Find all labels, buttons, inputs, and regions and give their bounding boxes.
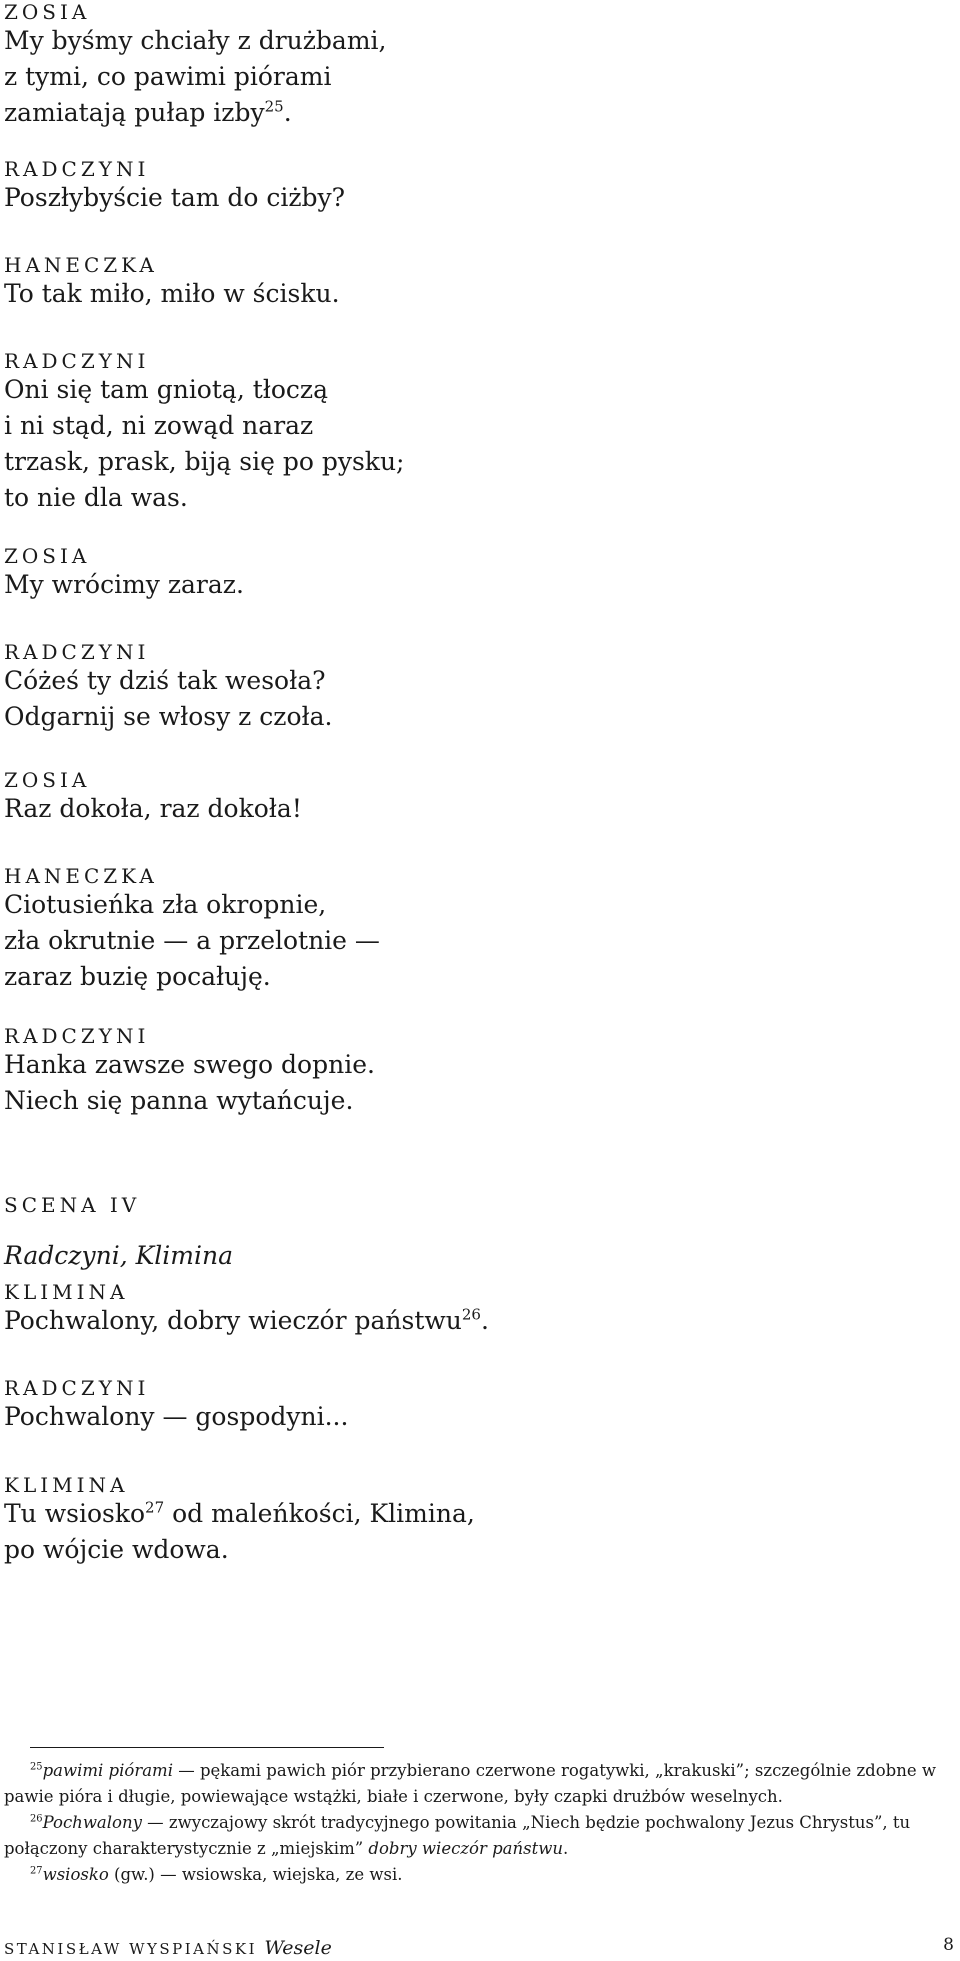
verse-line: z tymi, co pawimi piórami — [4, 62, 332, 91]
verse-line: Poszłybyście tam do ciżby? — [4, 183, 346, 212]
footnote-text: — pękami pawich piór przybierano czerwone rogatywki, „krakuski”; szczególnie zdobne w pawie pióra i długie, powiewające wstążki, białe i czerwone, były czapki drużbów weselnych. — [4, 1761, 936, 1806]
speaker-name: HANECZKA — [4, 864, 158, 888]
verse-line: zła okrutnie — a przelotnie — — [4, 926, 380, 955]
footnote-text: (gw.) — wsiowska, wiejska, ze wsi. — [108, 1865, 403, 1884]
verse-line — [4, 95, 944, 131]
verse-line — [4, 1303, 944, 1339]
page-footer — [4, 1937, 954, 1961]
verse-line: Odgarnij se włosy z czoła. — [4, 702, 333, 731]
stage-direction: Radczyni, Klimina — [4, 1241, 233, 1270]
footnote-number: 25 — [30, 1761, 43, 1773]
speaker-name: RADCZYNI — [4, 1024, 150, 1048]
verse-punct: . — [480, 1306, 489, 1335]
verse-line: Oni się tam gniotą, tłoczą — [4, 375, 328, 404]
dialogue-block — [4, 350, 944, 516]
verse-line — [4, 1496, 944, 1532]
footnote-ref[interactable]: 26 — [461, 1305, 481, 1324]
footnote-text: — zwyczajowy skrót tradycyjnego powitania „Niech będzie pochwalony Jezus Chrystus”, tu połączony charakterystycznie z „miejskim” — [4, 1813, 911, 1858]
dialogue-block — [4, 158, 944, 216]
dialogue-block — [4, 641, 944, 735]
footnote-ref[interactable]: 25 — [264, 97, 284, 116]
dialogue-block — [4, 1281, 944, 1339]
verse-line: trzask, prask, biją się po pysku; — [4, 447, 405, 476]
verse-line: My wrócimy zaraz. — [4, 570, 244, 599]
verse-line: Raz dokoła, raz dokoła! — [4, 794, 302, 823]
verse-line: Pochwalony — gospodyni... — [4, 1402, 349, 1431]
dialogue-block — [4, 1474, 944, 1568]
dialogue-block — [4, 1, 944, 131]
speaker-name: ZOSIA — [4, 0, 91, 24]
verse-text: od maleńkości, Klimina, — [164, 1499, 475, 1528]
footnote-separator — [30, 1747, 384, 1748]
footnotes — [4, 1758, 954, 1888]
speaker-name: HANECZKA — [4, 253, 158, 277]
verse-line: to nie dla was. — [4, 483, 188, 512]
verse-line: My byśmy chciały z drużbami, — [4, 26, 387, 55]
speaker-name: ZOSIA — [4, 544, 91, 568]
verse-line: i ni stąd, ni zowąd naraz — [4, 411, 314, 440]
verse-text: zamiatają pułap izby — [4, 98, 265, 127]
footer-work-title: Wesele — [264, 1937, 332, 1959]
footnote — [4, 1758, 954, 1810]
footnote-number: 27 — [30, 1865, 43, 1877]
verse-line: po wójcie wdowa. — [4, 1535, 229, 1564]
page-number: 8 — [943, 1935, 954, 1955]
stage-direction-block — [4, 1238, 944, 1274]
verse-text: Pochwalony, dobry wieczór państwu — [4, 1306, 462, 1335]
verse-text: Tu wsiosko — [4, 1499, 146, 1528]
footnote-term: pawimi piórami — [42, 1761, 173, 1780]
scene-heading — [4, 1194, 944, 1216]
dialogue-block — [4, 1025, 944, 1119]
verse-line: Ciotusieńka zła okropnie, — [4, 890, 327, 919]
footnote-number: 26 — [30, 1813, 43, 1825]
dialogue-block — [4, 254, 944, 312]
verse-line: Niech się panna wytańcuje. — [4, 1086, 354, 1115]
verse-line: To tak miło, miło w ścisku. — [4, 279, 340, 308]
footnote-term: dobry wieczór państwu — [368, 1839, 563, 1858]
dialogue-block — [4, 865, 944, 995]
verse-line: Hanka zawsze swego dopnie. — [4, 1050, 375, 1079]
dialogue-block — [4, 1377, 944, 1435]
speaker-name: RADCZYNI — [4, 157, 150, 181]
speaker-name: KLIMINA — [4, 1473, 129, 1497]
speaker-name: RADCZYNI — [4, 640, 150, 664]
speaker-name: RADCZYNI — [4, 349, 150, 373]
footnote-term: wsiosko — [42, 1865, 109, 1884]
verse-punct: . — [283, 98, 292, 127]
speaker-name: ZOSIA — [4, 768, 91, 792]
verse-line: zaraz buzię pocałuję. — [4, 962, 271, 991]
footnote-text: . — [562, 1839, 569, 1858]
speaker-name: RADCZYNI — [4, 1376, 150, 1400]
footnote — [4, 1810, 954, 1862]
speaker-name: KLIMINA — [4, 1280, 129, 1304]
footnote-ref[interactable]: 27 — [145, 1498, 165, 1517]
dialogue-block — [4, 769, 944, 827]
footnote-term: Pochwalony — [42, 1813, 142, 1832]
scene-title: SCENA IV — [4, 1193, 141, 1217]
verse-line: Cóżeś ty dziś tak wesoła? — [4, 666, 326, 695]
footer-author: STANISŁAW WYSPIAŃSKI — [4, 1940, 258, 1958]
footnote — [4, 1862, 954, 1888]
dialogue-block — [4, 545, 944, 603]
